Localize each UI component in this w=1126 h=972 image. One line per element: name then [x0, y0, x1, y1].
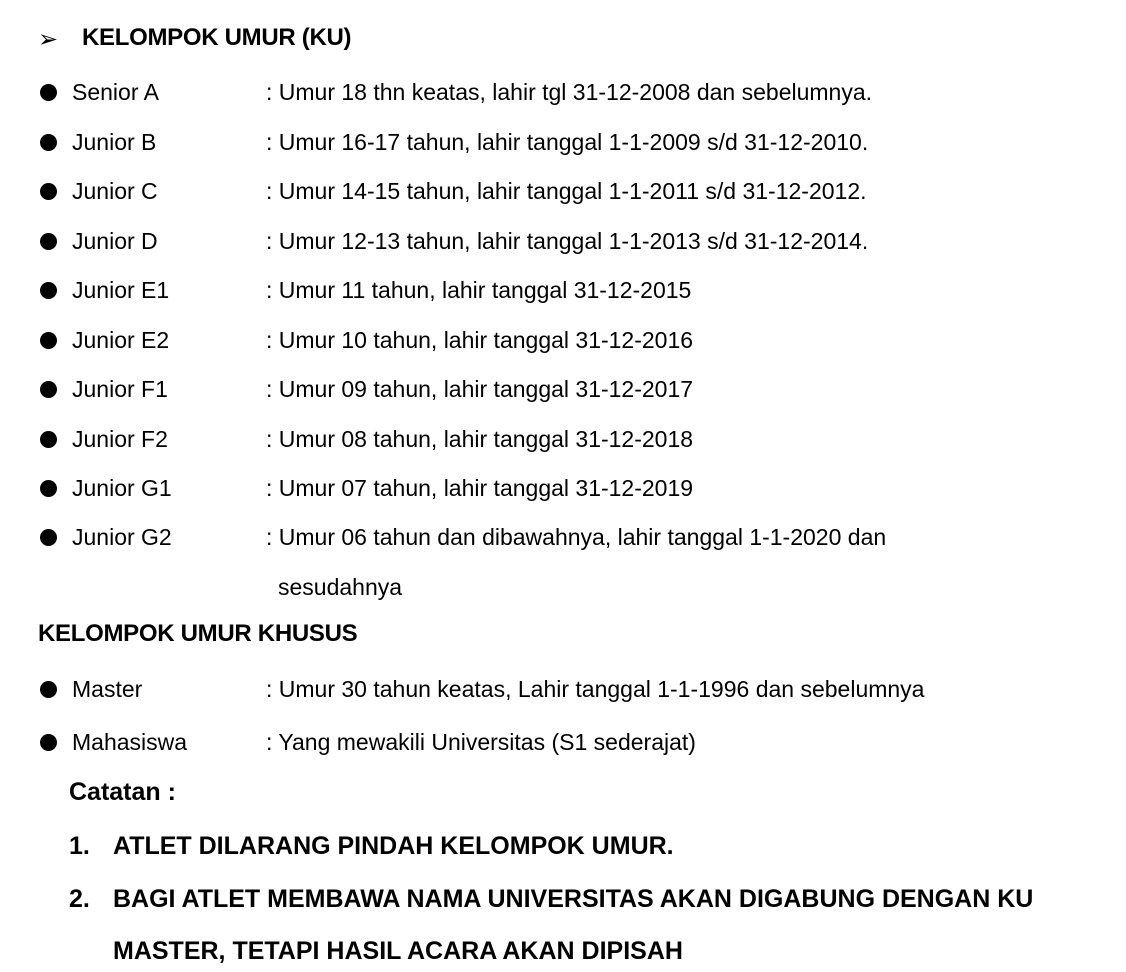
bullet-icon [40, 381, 57, 398]
age-group-label: Junior E1 [72, 277, 170, 303]
age-group-label: Junior G2 [72, 524, 172, 550]
bullet-icon [40, 332, 57, 349]
note-number: 2. [69, 885, 90, 913]
age-group-label: Junior B [72, 129, 157, 155]
bullet-icon [40, 282, 57, 299]
bullet-icon [40, 480, 57, 497]
age-group-value: : Umur 16-17 tahun, lahir tanggal 1-1-2009 s/d 31-12-2010. [266, 129, 869, 155]
section-title-ku: KELOMPOK UMUR (KU) [82, 24, 352, 51]
bullet-icon [40, 681, 57, 698]
note-text: ATLET DILARANG PINDAH KELOMPOK UMUR. [113, 832, 674, 860]
arrow-bullet-icon: ➢ [38, 26, 59, 53]
age-group-label: Junior G1 [72, 475, 172, 501]
age-group-label: Junior D [72, 228, 158, 254]
age-group-value: : Umur 07 tahun, lahir tanggal 31-12-2019 [266, 475, 694, 501]
age-group-value: : Umur 11 tahun, lahir tanggal 31-12-2015 [266, 277, 692, 303]
bullet-icon [40, 233, 57, 250]
note-text: BAGI ATLET MEMBAWA NAMA UNIVERSITAS AKAN DIGABUNG DENGAN KU [113, 885, 1034, 913]
special-group-value: : Umur 30 tahun keatas, Lahir tanggal 1-1-1996 dan sebelumnya [266, 676, 925, 702]
special-group-label: Mahasiswa [72, 729, 188, 755]
age-group-label: Junior F1 [72, 376, 168, 402]
section-title-khusus: KELOMPOK UMUR KHUSUS [38, 620, 358, 647]
note-continuation: MASTER, TETAPI HASIL ACARA AKAN DIPISAH [113, 937, 683, 965]
bullet-icon [40, 529, 57, 546]
age-group-value: : Umur 18 thn keatas, lahir tgl 31-12-2008 dan sebelumnya. [266, 79, 873, 105]
notes-title: Catatan : [69, 778, 176, 806]
bullet-icon [40, 134, 57, 151]
age-group-continuation: sesudahnya [278, 574, 403, 600]
age-group-label: Junior E2 [72, 327, 170, 353]
bullet-icon [40, 84, 57, 101]
age-group-label: Senior A [72, 79, 159, 105]
note-number: 1. [69, 832, 90, 860]
age-group-value: : Umur 14-15 tahun, lahir tanggal 1-1-2011 s/d 31-12-2012. [266, 178, 867, 204]
special-group-label: Master [72, 676, 143, 702]
age-group-value: : Umur 10 tahun, lahir tanggal 31-12-2016 [266, 327, 694, 353]
bullet-icon [40, 183, 57, 200]
bullet-icon [40, 734, 57, 751]
bullet-icon [40, 431, 57, 448]
age-group-value: : Umur 09 tahun, lahir tanggal 31-12-2017 [266, 376, 694, 402]
age-group-label: Junior F2 [72, 426, 168, 452]
age-group-value: : Umur 06 tahun dan dibawahnya, lahir tanggal 1-1-2020 dan [266, 524, 887, 550]
special-group-value: : Yang mewakili Universitas (S1 sederajat) [266, 729, 696, 755]
age-group-value: : Umur 08 tahun, lahir tanggal 31-12-2018 [266, 426, 694, 452]
age-group-value: : Umur 12-13 tahun, lahir tanggal 1-1-2013 s/d 31-12-2014. [266, 228, 869, 254]
age-group-label: Junior C [72, 178, 158, 204]
